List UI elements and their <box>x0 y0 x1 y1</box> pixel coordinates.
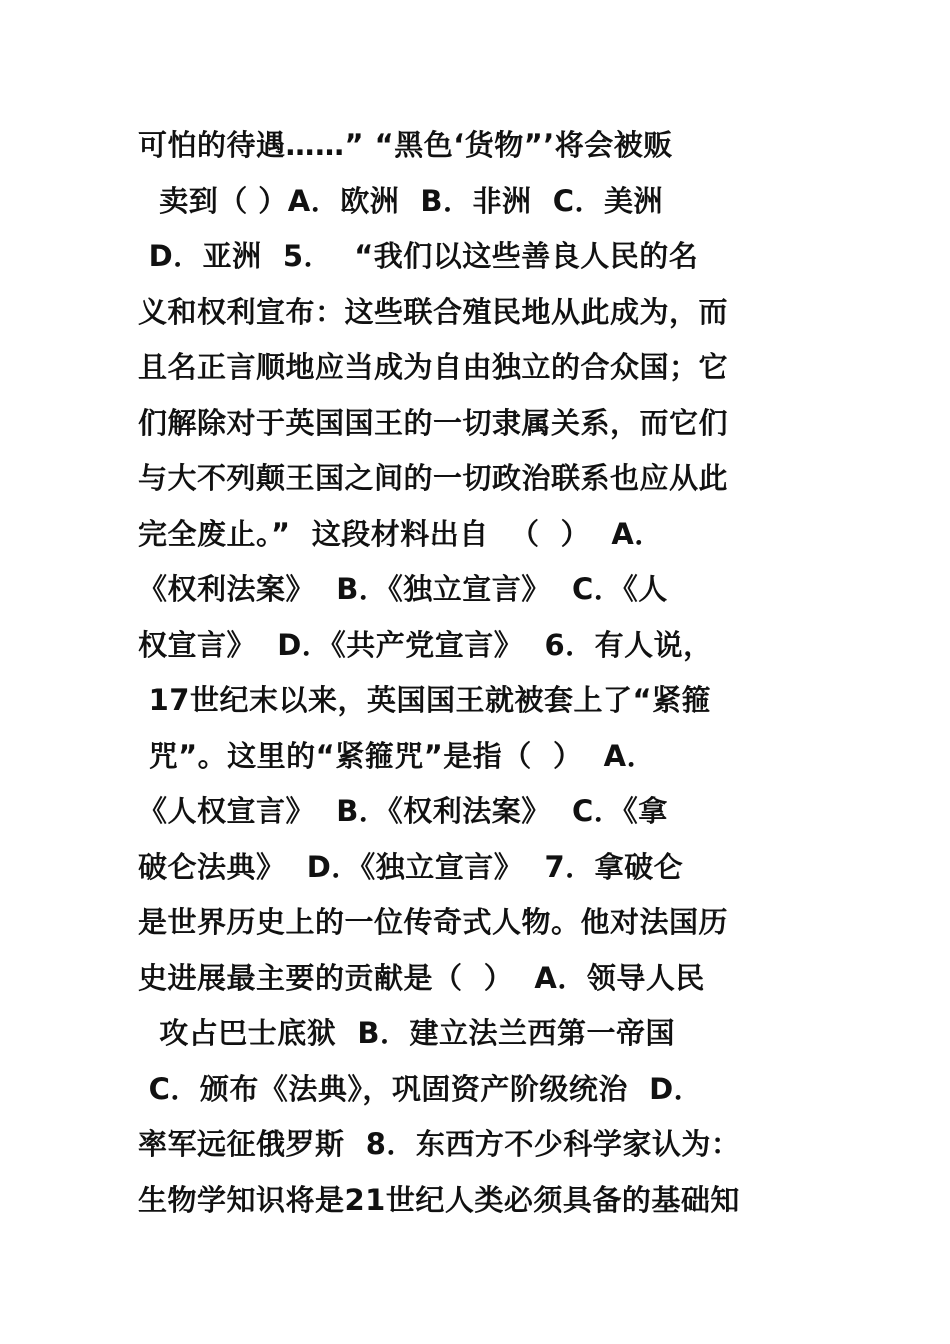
text-line: 攻占巴士底狱 B．建立法兰西第一帝国 <box>138 1016 675 1050</box>
text-line: 是世界历史上的一位传奇式人物。他对法国历 <box>138 905 729 939</box>
text-line: D．亚洲 5． “我们以这些善良人民的名 <box>138 239 699 273</box>
text-line: 生物学知识将是21世纪人类必须具备的基础知 <box>138 1182 740 1217</box>
text-line: 17世纪末以来，英国国王就被套上了“紧箍 <box>138 683 712 717</box>
text-line: C．颁布《法典》，巩固资产阶级统治 D． <box>138 1071 704 1106</box>
text-line: 完全废止。” 这段材料出自 （ ） A． <box>138 516 664 551</box>
text-line: 《人权宣言》 B．《权利法案》 C．《拿 <box>138 794 668 828</box>
text-line: 咒”。这里的“紧箍咒”是指（ ） A． <box>138 738 657 773</box>
text-line: 破仑法典》 D．《独立宣言》 7．拿破仑 <box>138 849 684 884</box>
text-line: 可怕的待遇……” “黑色‘货物”’将会被贩 <box>138 128 673 162</box>
text-line: 《权利法案》 B．《独立宣言》 C．《人 <box>138 572 668 606</box>
question-text-block <box>138 118 838 1228</box>
text-line: 率军远征俄罗斯 8．东西方不少科学家认为： <box>138 1127 741 1161</box>
text-line: 与大不列颠王国之间的一切政治联系也应从此 <box>138 461 729 495</box>
text-line: 权宣言》 D．《共产党宣言》 6．有人说， <box>138 627 713 662</box>
text-line: 们解除对于英国国王的一切隶属关系，而它们 <box>138 405 729 440</box>
text-line: 卖到（ ）A．欧洲 B．非洲 C．美洲 <box>138 183 664 218</box>
text-line: 史进展最主要的贡献是（ ） A．领导人民 <box>138 960 705 995</box>
text-line: 义和权利宣布：这些联合殖民地从此成为，而 <box>138 294 729 329</box>
text-line: 且名正言顺地应当成为自由独立的合众国；它 <box>138 350 729 384</box>
